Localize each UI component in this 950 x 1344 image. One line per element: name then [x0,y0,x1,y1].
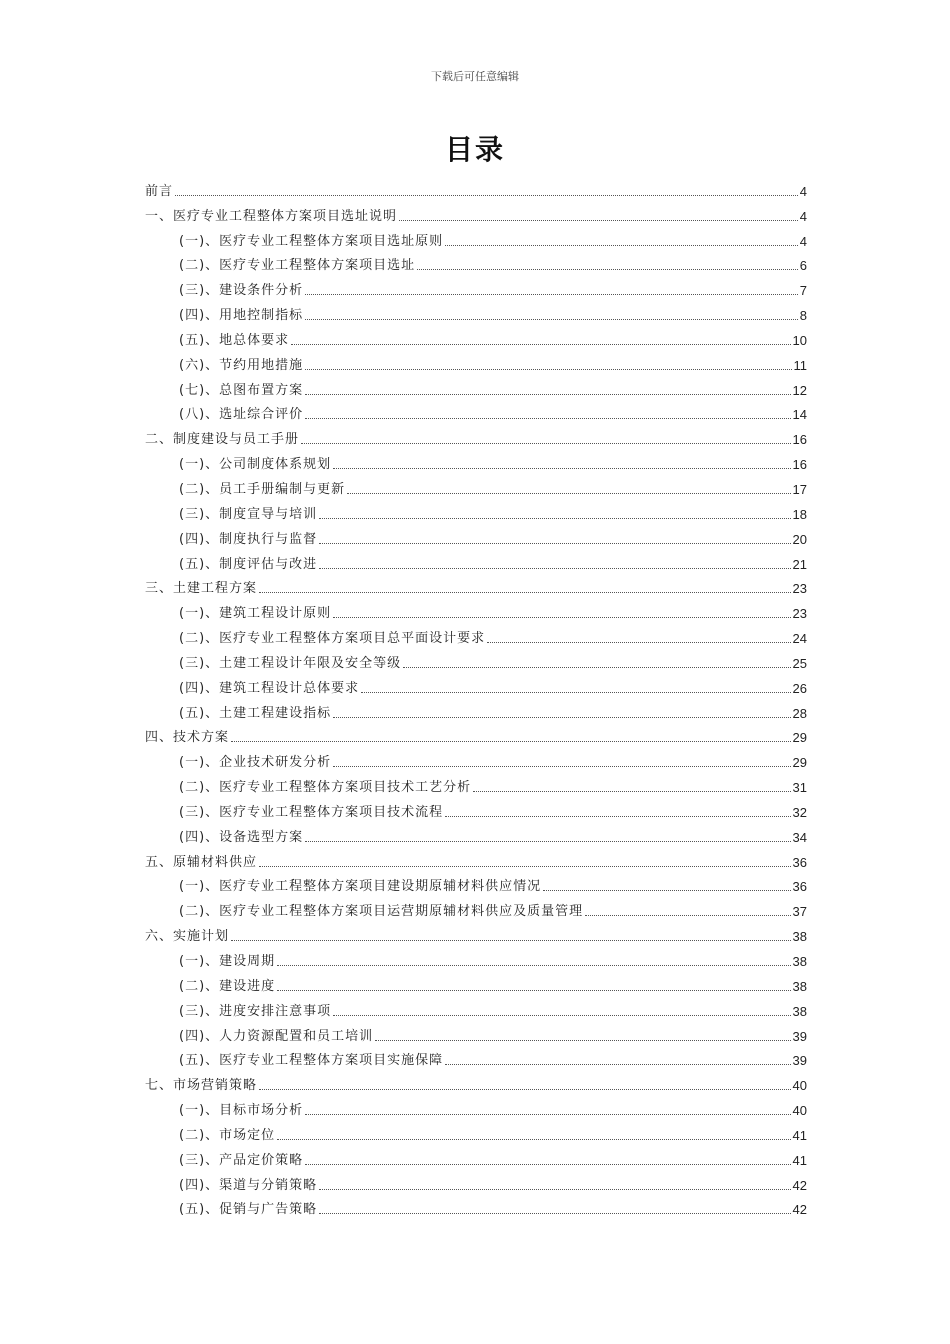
toc-entry-label: 三、土建工程方案 [145,581,258,597]
toc-dot-leader [543,890,790,891]
toc-entry-label: (一)、目标市场分析 [179,1103,304,1119]
toc-entry-page: 11 [793,357,807,373]
toc-entry[interactable] [145,1169,807,1194]
toc-entry[interactable] [145,374,807,399]
toc-entry-page: 21 [792,556,807,572]
toc-entry[interactable] [145,796,807,821]
toc-dot-leader [319,1189,790,1190]
toc-dot-leader [319,543,790,544]
toc-entry-page: 29 [792,730,807,746]
toc-entry[interactable] [145,175,807,200]
toc-entry-page: 39 [792,1028,807,1044]
toc-dot-leader [417,269,798,270]
toc-entry-label: (三)、土建工程设计年限及安全等级 [179,655,402,671]
toc-dot-leader [305,841,790,842]
toc-entry[interactable] [145,622,807,647]
toc-entry[interactable] [145,821,807,846]
toc-dot-leader [333,1015,790,1016]
toc-entry-page: 41 [792,1127,807,1143]
toc-entry-page: 4 [799,183,807,199]
toc-entry-label: (三)、医疗专业工程整体方案项目技术流程 [179,804,444,820]
page-title: 目录 [444,133,505,166]
toc-entry-page: 36 [792,879,807,895]
toc-dot-leader [361,692,790,693]
toc-dot-leader [347,493,790,494]
toc-dot-leader [473,791,790,792]
toc-entry-page: 42 [792,1177,807,1193]
toc-entry-page: 39 [792,1053,807,1069]
toc-entry[interactable] [145,399,807,424]
toc-entry[interactable] [145,995,807,1020]
toc-dot-leader [277,1139,790,1140]
toc-entry-label: (五)、地总体要求 [179,332,290,348]
toc-entry-page: 16 [792,457,807,473]
toc-entry-label: (六)、节约用地措施 [179,357,304,373]
toc-entry[interactable] [145,225,807,250]
toc-entry[interactable] [145,448,807,473]
toc-entry-page: 38 [792,978,807,994]
toc-entry-label: 六、实施计划 [145,929,230,945]
toc-entry-label: (七)、总图布置方案 [179,382,304,398]
toc-entry-label: 四、技术方案 [145,730,230,746]
toc-entry[interactable] [145,548,807,573]
toc-entry-label: (四)、人力资源配置和员工培训 [179,1028,374,1044]
toc-entry-label: (一)、医疗专业工程整体方案项目选址原则 [179,233,444,249]
toc-dot-leader [175,195,798,196]
toc-entry-page: 24 [792,631,807,647]
toc-entry-label: (五)、制度评估与改进 [179,556,318,572]
toc-dot-leader [445,245,798,246]
toc-entry-label: (一)、建设周期 [179,954,276,969]
toc-dot-leader [333,766,790,767]
toc-entry-page: 37 [792,904,807,920]
toc-dot-leader [277,990,790,991]
toc-entry-page: 28 [792,705,807,721]
toc-dot-leader [231,940,791,941]
toc-entry-page: 34 [792,829,807,845]
toc-entry-label: (一)、公司制度体系规划 [179,457,332,473]
toc-entry-page: 25 [792,655,807,671]
toc-entry-label: (二)、员工手册编制与更新 [179,481,346,497]
toc-entry-page: 16 [792,432,807,448]
toc-entry-page: 36 [792,854,807,870]
toc-entry-label: 前言 [145,183,174,199]
toc-entry[interactable] [145,324,807,349]
toc-entry[interactable] [145,423,807,448]
toc-entry[interactable] [145,274,807,299]
toc-entry-label: (一)、医疗专业工程整体方案项目建设期原辅材料供应情况 [179,879,542,895]
toc-entry-label: (五)、土建工程建设指标 [179,705,332,721]
toc-entry-page: 29 [792,755,807,771]
toc-entry[interactable] [145,1094,807,1119]
toc-dot-leader [305,369,791,370]
toc-entry-page: 20 [792,531,807,547]
toc-dot-leader [333,617,790,618]
toc-entry[interactable] [145,846,807,871]
toc-entry-page: 32 [792,804,807,820]
toc-entry-label: (二)、建设进度 [179,978,276,994]
toc-entry[interactable] [145,945,807,970]
toc-entry[interactable] [145,746,807,771]
toc-entry[interactable] [145,647,807,672]
toc-entry-label: 一、医疗专业工程整体方案项目选址说明 [145,208,398,224]
toc-dot-leader [333,468,790,469]
toc-entry[interactable] [145,200,807,225]
toc-entry-page: 23 [792,606,807,622]
toc-entry-label: (四)、用地控制指标 [179,308,304,324]
toc-entry-label: (二)、市场定位 [179,1127,276,1143]
toc-entry[interactable] [145,1020,807,1045]
toc-entry-label: (二)、医疗专业工程整体方案项目总平面设计要求 [179,631,486,647]
toc-entry-label: (四)、制度执行与监督 [179,531,318,547]
toc-entry[interactable] [145,349,807,374]
toc-dot-leader [231,741,791,742]
toc-entry-label: (四)、建筑工程设计总体要求 [179,680,360,696]
toc-entry-label: (四)、渠道与分销策略 [179,1177,318,1193]
toc-entry-page: 31 [792,780,807,796]
toc-entry-label: 二、制度建设与员工手册 [145,432,300,448]
toc-entry-label: (五)、促销与广告策略 [179,1202,318,1218]
toc-dot-leader [319,568,790,569]
toc-entry-label: (三)、建设条件分析 [179,283,304,299]
toc-dot-leader [301,443,791,444]
toc-dot-leader [291,344,790,345]
toc-dot-leader [305,1114,790,1115]
toc-entry-label: (三)、产品定价策略 [179,1152,304,1168]
toc-entry-page: 14 [792,407,807,423]
toc-entry-label: (八)、选址综合评价 [179,407,304,423]
toc-entry-label: 五、原辅材料供应 [145,854,258,870]
toc-entry[interactable] [145,498,807,523]
toc-entry-page: 26 [792,680,807,696]
toc-entry[interactable] [145,697,807,722]
toc-entry-page: 6 [799,258,807,274]
toc-entry[interactable] [145,871,807,896]
toc-dot-leader [305,319,798,320]
toc-dot-leader [305,418,790,419]
toc-dot-leader [319,1213,790,1214]
toc-entry-page: 8 [799,308,807,324]
toc-dot-leader [399,220,798,221]
toc-entry-page: 7 [799,283,807,299]
toc-entry-page: 23 [792,581,807,597]
toc-entry-label: (一)、企业技术研发分析 [179,755,332,771]
toc-entry[interactable] [145,771,807,796]
toc-dot-leader [445,816,790,817]
toc-dot-leader [259,1089,791,1090]
toc-entry[interactable] [145,722,807,747]
toc-entry-label: (一)、建筑工程设计原则 [179,606,332,622]
toc-entry-label: (二)、医疗专业工程整体方案项目技术工艺分析 [179,780,472,796]
toc-entry[interactable] [145,1069,807,1094]
toc-entry-page: 4 [799,233,807,249]
toc-entry-page: 38 [792,1003,807,1019]
toc-entry[interactable] [145,1194,807,1219]
toc-dot-leader [333,717,790,718]
toc-entry[interactable] [145,970,807,995]
toc-entry[interactable] [145,1144,807,1169]
toc-entry[interactable] [145,473,807,498]
toc-entry[interactable] [145,573,807,598]
toc-entry-page: 38 [792,954,807,969]
toc-entry-page: 18 [792,506,807,522]
toc-entry-page: 40 [792,1078,807,1094]
toc-dot-leader [375,1040,790,1041]
toc-entry-page: 41 [792,1152,807,1168]
table-of-contents [145,175,807,1218]
toc-dot-leader [403,667,790,668]
toc-entry[interactable] [145,523,807,548]
toc-entry-page: 42 [792,1202,807,1218]
toc-entry-page: 4 [799,208,807,224]
header-note: 下载后可任意编辑 [431,70,519,83]
toc-dot-leader [585,915,790,916]
toc-entry[interactable] [145,895,807,920]
toc-dot-leader [259,592,791,593]
toc-entry[interactable] [145,299,807,324]
toc-entry-label: (三)、进度安排注意事项 [179,1003,332,1019]
toc-entry-label: (二)、医疗专业工程整体方案项目选址 [179,258,416,274]
toc-dot-leader [305,1164,790,1165]
toc-entry-label: (三)、制度宣导与培训 [179,506,318,522]
toc-dot-leader [259,866,791,867]
toc-entry-page: 12 [792,382,807,398]
toc-entry-label: (五)、医疗专业工程整体方案项目实施保障 [179,1053,444,1069]
toc-entry[interactable] [145,920,807,945]
toc-dot-leader [305,294,798,295]
toc-entry[interactable] [145,597,807,622]
toc-entry[interactable] [145,672,807,697]
toc-entry-label: 七、市场营销策略 [145,1078,258,1094]
toc-entry-page: 10 [792,332,807,348]
toc-dot-leader [305,394,790,395]
toc-entry[interactable] [145,250,807,275]
toc-dot-leader [445,1064,790,1065]
toc-dot-leader [487,642,790,643]
toc-entry-page: 40 [792,1103,807,1119]
toc-entry[interactable] [145,1119,807,1144]
toc-entry[interactable] [145,1045,807,1070]
toc-dot-leader [277,965,790,966]
toc-entry-label: (二)、医疗专业工程整体方案项目运营期原辅材料供应及质量管理 [179,904,584,920]
toc-entry-label: (四)、设备选型方案 [179,829,304,845]
toc-entry-page: 38 [792,929,807,945]
toc-dot-leader [319,518,790,519]
toc-entry-page: 17 [792,481,807,497]
